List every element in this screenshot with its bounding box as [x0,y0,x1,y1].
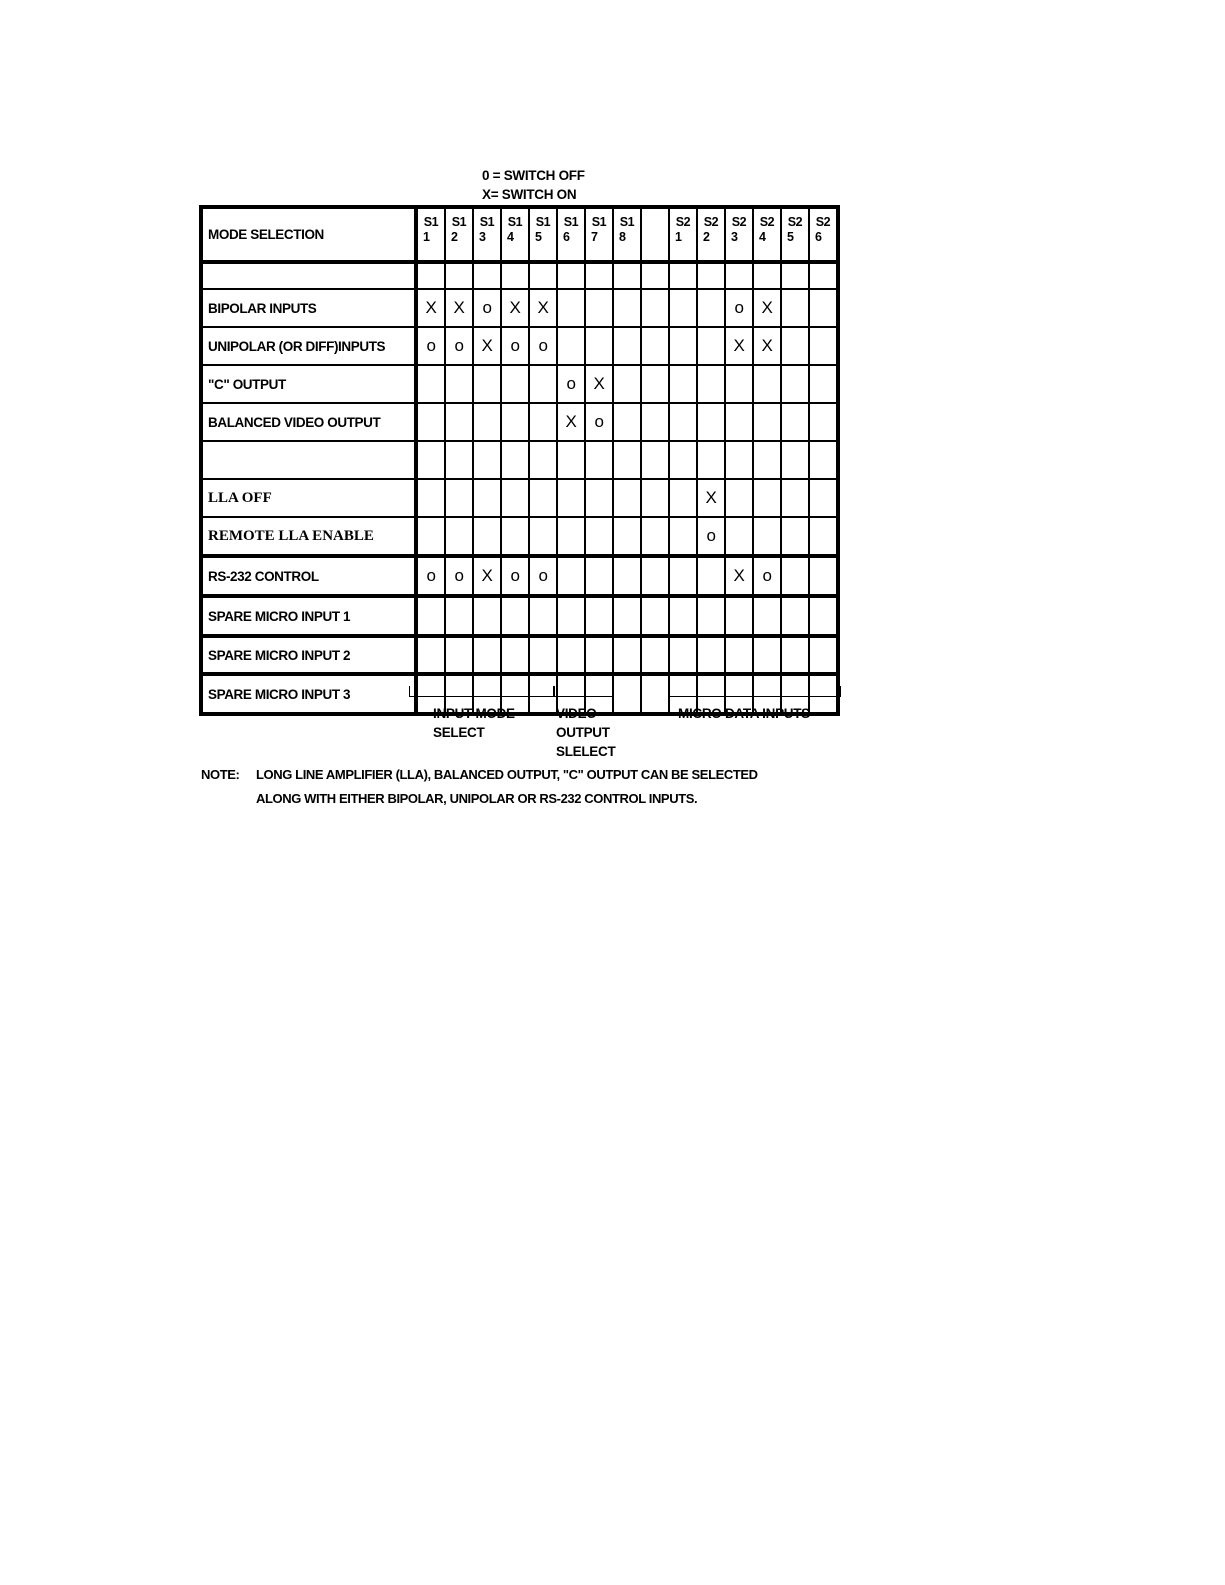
switch-cell: X [697,479,725,517]
switch-cell [753,441,781,479]
switch-cell [809,441,838,479]
switch-cell [725,403,753,441]
mode-label: BIPOLAR INPUTS [201,289,416,327]
switch-cell [416,262,445,289]
switch-cell [557,636,585,674]
switch-cell [697,327,725,365]
switch-column-header: S1 5 [529,207,557,262]
switch-cell: X [725,556,753,596]
switch-cell [725,365,753,403]
switch-cell [557,262,585,289]
switch-cell [416,517,445,556]
switch-cell [473,517,501,556]
switch-cell [753,262,781,289]
switch-cell [669,403,697,441]
switch-cell [669,596,697,636]
switch-cell [697,596,725,636]
switch-column-header: S1 8 [613,207,641,262]
switch-cell [697,441,725,479]
switch-cell [781,441,809,479]
switch-cell [613,479,641,517]
switch-cell [669,517,697,556]
switch-cell: X [753,327,781,365]
switch-cell: X [529,289,557,327]
switch-cell [669,289,697,327]
switch-cell [669,556,697,596]
switch-cell [697,403,725,441]
switch-cell [809,636,838,674]
switch-cell [557,327,585,365]
switch-cell [725,441,753,479]
switch-cell [613,556,641,596]
switch-cell [613,262,641,289]
switch-cell [781,479,809,517]
switch-cell [445,441,473,479]
switch-cell: o [753,556,781,596]
switch-cell [585,517,613,556]
note-line-1: LONG LINE AMPLIFIER (LLA), BALANCED OUTPUT, "C" OUTPUT CAN BE SELECTED [256,767,758,782]
switch-cell [753,365,781,403]
video-output-label: VIDEO OUTPUT SLELECT [556,706,616,759]
switch-cell [669,479,697,517]
switch-cell [613,289,641,327]
switch-cell [445,403,473,441]
switch-cell [641,517,669,556]
switch-cell [809,556,838,596]
table-row [201,327,838,365]
switch-column-header: S1 4 [501,207,529,262]
switch-cell: X [473,327,501,365]
switch-cell [613,596,641,636]
switch-column-header: S2 6 [809,207,838,262]
switch-cell [585,289,613,327]
note-line-2: ALONG WITH EITHER BIPOLAR, UNIPOLAR OR RS-232 CONTROL INPUTS. [256,791,698,806]
switch-cell [725,596,753,636]
switch-cell: o [585,403,613,441]
switch-cell: X [473,556,501,596]
switch-cell: X [445,289,473,327]
switch-column-header [641,207,669,262]
switch-cell [557,556,585,596]
mode-selection-header: MODE SELECTION [201,207,416,262]
switch-cell [416,636,445,674]
switch-cell [529,517,557,556]
switch-cell [753,636,781,674]
switch-cell [473,636,501,674]
switch-cell [613,517,641,556]
switch-cell [501,403,529,441]
switch-cell [473,262,501,289]
switch-cell [501,517,529,556]
switch-cell [585,556,613,596]
switch-cell [669,441,697,479]
switch-cell: X [557,403,585,441]
switch-cell: o [416,327,445,365]
legend-on: X= SWITCH ON [482,187,577,202]
switch-cell [641,365,669,403]
switch-cell [529,636,557,674]
mode-label: REMOTE LLA ENABLE [201,517,416,556]
switch-cell: o [416,556,445,596]
switch-cell [781,289,809,327]
video-output-bracket [553,686,613,697]
switch-cell [501,262,529,289]
switch-cell: X [725,327,753,365]
input-mode-label: INPUT MODE SELECT [433,706,515,740]
mode-label [201,262,416,289]
switch-cell [585,327,613,365]
switch-cell [781,327,809,365]
switch-cell [445,365,473,403]
switch-cell [557,479,585,517]
switch-cell [781,636,809,674]
switch-cell [781,517,809,556]
switch-cell [473,596,501,636]
switch-cell [781,365,809,403]
switch-cell [641,636,669,674]
switch-cell [529,403,557,441]
table-row [201,262,838,289]
table-row [201,479,838,517]
switch-cell [697,636,725,674]
switch-cell [445,479,473,517]
switch-cell: o [445,327,473,365]
mode-label: SPARE MICRO INPUT 3 [201,674,416,714]
switch-settings-table [199,205,840,716]
mode-label: SPARE MICRO INPUT 1 [201,596,416,636]
mode-label: "C" OUTPUT [201,365,416,403]
switch-cell [641,674,669,714]
switch-cell [613,327,641,365]
switch-column-header: S1 2 [445,207,473,262]
switch-cell [416,403,445,441]
switch-cell: o [473,289,501,327]
switch-cell [725,262,753,289]
switch-cell [809,596,838,636]
switch-column-header: S1 1 [416,207,445,262]
switch-cell [641,556,669,596]
switch-cell [473,441,501,479]
switch-cell: o [529,327,557,365]
switch-cell: o [501,556,529,596]
switch-cell [445,262,473,289]
switch-cell [753,596,781,636]
switch-cell [529,365,557,403]
switch-cell [501,365,529,403]
switch-cell [501,596,529,636]
switch-cell [669,365,697,403]
switch-cell [585,441,613,479]
switch-column-header: S2 2 [697,207,725,262]
switch-cell: o [697,517,725,556]
table-row [201,365,838,403]
switch-cell: X [416,289,445,327]
switch-cell [557,517,585,556]
switch-cell [445,636,473,674]
table-row [201,636,838,674]
switch-cell [613,636,641,674]
switch-cell [809,517,838,556]
switch-cell [529,479,557,517]
micro-data-label: MICRO DATA INPUTS [678,706,810,721]
input-mode-bracket [409,686,555,697]
switch-cell [529,596,557,636]
switch-cell [613,403,641,441]
switch-cell [725,636,753,674]
table-row [201,289,838,327]
switch-cell [641,479,669,517]
switch-cell [697,365,725,403]
table-row [201,441,838,479]
mode-label: SPARE MICRO INPUT 2 [201,636,416,674]
switch-cell [501,441,529,479]
switch-cell [753,403,781,441]
mode-label: RS-232 CONTROL [201,556,416,596]
switch-cell [613,365,641,403]
switch-cell [501,636,529,674]
switch-cell [809,289,838,327]
mode-label [201,441,416,479]
switch-column-header: S1 6 [557,207,585,262]
switch-cell [809,365,838,403]
switch-cell [445,517,473,556]
switch-cell: o [445,556,473,596]
switch-cell [585,479,613,517]
switch-cell [445,596,473,636]
switch-cell [669,327,697,365]
mode-label: LLA OFF [201,479,416,517]
table-row [201,556,838,596]
switch-column-header: S1 3 [473,207,501,262]
switch-cell [641,403,669,441]
legend-off: 0 = SWITCH OFF [482,168,585,183]
switch-cell [781,403,809,441]
switch-column-header: S2 1 [669,207,697,262]
switch-cell [669,262,697,289]
switch-cell [416,596,445,636]
table-row [201,403,838,441]
switch-cell: X [501,289,529,327]
switch-cell [753,517,781,556]
switch-cell [781,596,809,636]
switch-cell [585,262,613,289]
switch-cell [753,479,781,517]
switch-cell [809,327,838,365]
switch-cell: X [585,365,613,403]
switch-cell [416,365,445,403]
switch-cell [557,289,585,327]
switch-cell [613,674,641,714]
switch-column-header: S1 7 [585,207,613,262]
switch-cell [585,596,613,636]
mode-label: UNIPOLAR (OR DIFF)INPUTS [201,327,416,365]
table-row [201,596,838,636]
table-row [201,517,838,556]
switch-cell [697,556,725,596]
switch-column-header: S2 5 [781,207,809,262]
note [201,763,758,811]
switch-cell [809,262,838,289]
mode-label: BALANCED VIDEO OUTPUT [201,403,416,441]
switch-cell: X [753,289,781,327]
switch-cell [641,327,669,365]
switch-cell [501,479,529,517]
switch-column-header: S2 3 [725,207,753,262]
switch-cell [529,441,557,479]
switch-cell [557,441,585,479]
switch-cell [669,636,697,674]
switch-cell [613,441,641,479]
switch-cell [697,289,725,327]
switch-cell: o [557,365,585,403]
micro-data-bracket [668,686,841,697]
switch-cell: o [725,289,753,327]
switch-cell [416,441,445,479]
switch-cell [781,556,809,596]
switch-cell [725,479,753,517]
switch-cell [725,517,753,556]
note-label: NOTE: [201,767,240,782]
switch-cell: o [529,556,557,596]
switch-column-header: S2 4 [753,207,781,262]
switch-cell [473,479,501,517]
switch-cell [585,636,613,674]
switch-cell: o [501,327,529,365]
switch-legend [482,166,585,204]
switch-cell [809,403,838,441]
switch-cell [529,262,557,289]
switch-cell [416,479,445,517]
switch-cell [557,596,585,636]
switch-cell [641,262,669,289]
switch-cell [473,403,501,441]
switch-cell [641,441,669,479]
switch-cell [809,479,838,517]
switch-cell [641,289,669,327]
switch-cell [641,596,669,636]
switch-cell [697,262,725,289]
switch-cell [473,365,501,403]
switch-cell [781,262,809,289]
